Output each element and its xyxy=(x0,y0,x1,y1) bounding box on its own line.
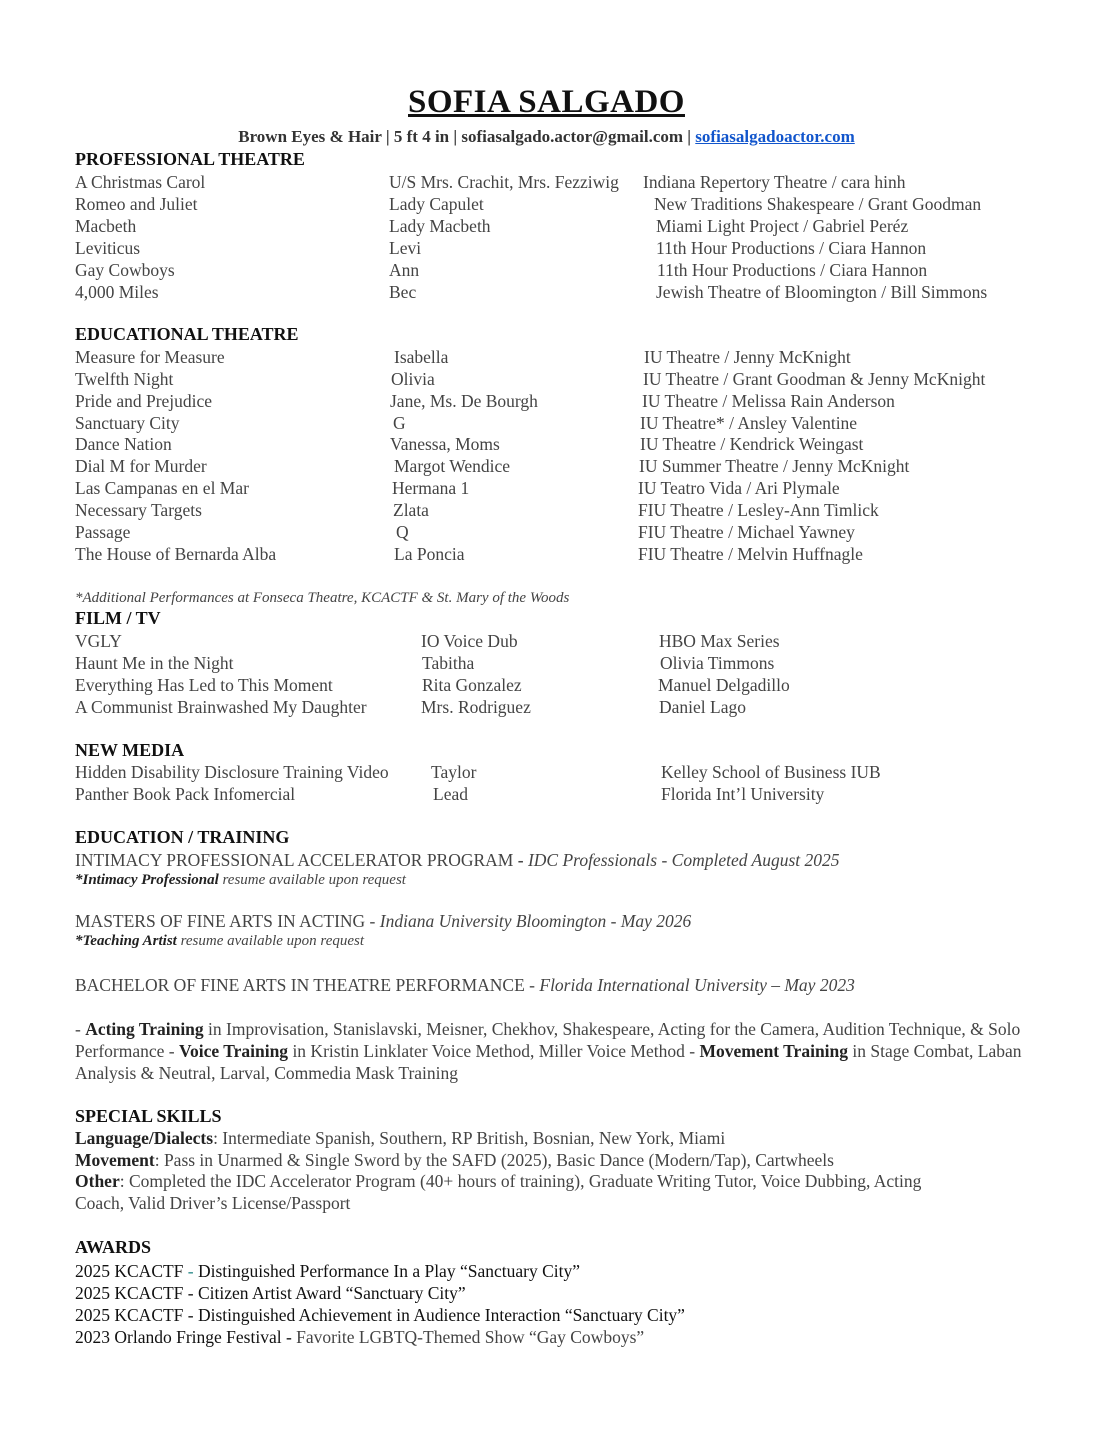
award-item xyxy=(75,1283,466,1304)
note-text: resume available upon request xyxy=(176,933,365,949)
credit-title: Romeo and Juliet xyxy=(75,194,198,214)
skill-text: : Completed the IDC Accelerator Program (40+ hours of training), Graduate Writing Tutor, Voice Dubbing, Acting xyxy=(119,1171,922,1191)
credit-company: IU Summer Theatre / Jenny McKnight xyxy=(639,456,910,476)
section-heading-new-media: NEW MEDIA xyxy=(75,740,185,760)
skill-other xyxy=(75,1171,1035,1193)
award-lead: 2025 KCACTF xyxy=(75,1283,184,1303)
award-text: Distinguished Performance In a Play “Sanctuary City” xyxy=(198,1261,580,1281)
credit-title: Gay Cowboys xyxy=(75,260,175,280)
credit-role: G xyxy=(393,413,406,433)
credit-title: Pride and Prejudice xyxy=(75,391,213,411)
credit-role: U/S Mrs. Crachit, Mrs. Fezziwig xyxy=(389,172,619,192)
credit-company: Indiana Repertory Theatre / cara hinh xyxy=(643,172,906,192)
intimacy-program xyxy=(75,850,840,871)
credit-company: 11th Hour Productions / Ciara Hannon xyxy=(656,238,927,258)
mfa-note xyxy=(75,933,364,950)
note-text: resume available upon request xyxy=(218,872,406,888)
skill-movement xyxy=(75,1150,1035,1172)
intimacy-note xyxy=(75,872,406,889)
award-separator: - xyxy=(281,1327,297,1347)
award-item xyxy=(75,1327,644,1348)
award-text: Distinguished Achievement in Audience Interaction “Sanctuary City” xyxy=(198,1305,685,1325)
credit-title: Twelfth Night xyxy=(75,369,174,389)
credit-company: IU Theatre* / Ansley Valentine xyxy=(640,413,858,433)
credit-role: Mrs. Rodriguez xyxy=(421,697,531,717)
resume-name: SOFIA SALGADO xyxy=(408,84,685,120)
program-detail: IDC Professionals - Completed August 2025 xyxy=(527,850,840,870)
credit-role: Lead xyxy=(433,784,468,804)
training-bold: Acting Training xyxy=(85,1019,204,1039)
separator: - xyxy=(513,850,528,870)
credit-role: La Poncia xyxy=(394,544,465,564)
credit-title: Haunt Me in the Night xyxy=(75,653,234,673)
skill-text: : Intermediate Spanish, Southern, RP British, Bosnian, New York, Miami xyxy=(213,1128,726,1148)
credit-company: FIU Theatre / Michael Yawney xyxy=(638,522,855,542)
mfa-program xyxy=(75,911,691,932)
separator: - xyxy=(365,911,380,931)
credit-title: Passage xyxy=(75,522,131,542)
credit-company: FIU Theatre / Melvin Huffnagle xyxy=(638,544,863,564)
credit-role: Vanessa, Moms xyxy=(390,434,500,454)
credit-company: IU Theatre / Kendrick Weingast xyxy=(640,434,864,454)
award-item xyxy=(75,1305,685,1326)
skill-text: : Pass in Unarmed & Single Sword by the SAFD (2025), Basic Dance (Modern/Tap), Cartwheels xyxy=(154,1150,834,1170)
section-heading-education-training: EDUCATION / TRAINING xyxy=(75,827,290,847)
credit-company: Daniel Lago xyxy=(659,697,746,717)
credit-role: Rita Gonzalez xyxy=(422,675,522,695)
credit-role: Hermana 1 xyxy=(392,478,470,498)
credit-role: Levi xyxy=(389,238,422,258)
section-heading-awards: AWARDS xyxy=(75,1237,152,1257)
program-name: BACHELOR OF FINE ARTS IN THEATRE PERFORMANCE xyxy=(75,975,525,995)
credit-title: Necessary Targets xyxy=(75,500,202,520)
training-text: in Stage Combat, Laban Analysis & Neutral, Larval, Commedia Mask Training xyxy=(75,1041,1022,1083)
credit-role: Jane, Ms. De Bourgh xyxy=(390,391,538,411)
training-text: - xyxy=(75,1019,86,1039)
training-text: in Kristin Linklater Voice Method, Miller Voice Method - xyxy=(288,1041,700,1061)
credit-company: Miami Light Project / Gabriel Peréz xyxy=(656,216,909,236)
section-heading-professional-theatre: PROFESSIONAL THEATRE xyxy=(75,149,305,169)
training-paragraph xyxy=(75,1018,1035,1084)
section-heading-film-tv: FILM / TV xyxy=(75,608,161,628)
credit-title: A Communist Brainwashed My Daughter xyxy=(75,697,367,717)
program-detail: Florida International University – May 2023 xyxy=(539,975,855,995)
program-name: MASTERS OF FINE ARTS IN ACTING xyxy=(75,911,366,931)
credit-role: Lady Macbeth xyxy=(389,216,491,236)
credit-company: New Traditions Shakespeare / Grant Goodman xyxy=(654,194,982,214)
credit-company: Kelley School of Business IUB xyxy=(661,762,881,782)
skill-other-continued: Coach, Valid Driver’s License/Passport xyxy=(75,1193,351,1213)
section-heading-educational-theatre: EDUCATIONAL THEATRE xyxy=(75,324,299,344)
credit-company: IU Theatre / Grant Goodman & Jenny McKnight xyxy=(643,369,986,389)
credit-company: IU Theatre / Jenny McKnight xyxy=(644,347,851,367)
credit-title: Panther Book Pack Infomercial xyxy=(75,784,296,804)
credit-title: A Christmas Carol xyxy=(75,172,206,192)
program-detail: Indiana University Bloomington - May 2026 xyxy=(379,911,692,931)
credit-title: Macbeth xyxy=(75,216,137,236)
bfa-program xyxy=(75,975,855,996)
credit-company: Florida Int’l University xyxy=(661,784,825,804)
award-item xyxy=(75,1261,580,1282)
credit-role: Ann xyxy=(389,260,420,280)
credit-company: HBO Max Series xyxy=(659,631,780,651)
credit-title: 4,000 Miles xyxy=(75,282,159,302)
award-lead: 2025 KCACTF xyxy=(75,1305,184,1325)
credit-company: IU Theatre / Melissa Rain Anderson xyxy=(642,391,895,411)
award-lead: 2025 KCACTF xyxy=(75,1261,184,1281)
credit-title: Sanctuary City xyxy=(75,413,180,433)
credit-title: VGLY xyxy=(75,631,122,651)
credit-role: IO Voice Dub xyxy=(421,631,518,651)
credit-company: FIU Theatre / Lesley-Ann Timlick xyxy=(638,500,879,520)
credit-title: Dance Nation xyxy=(75,434,172,454)
credit-title: Everything Has Led to This Moment xyxy=(75,675,333,695)
credit-role: Lady Capulet xyxy=(389,194,484,214)
skill-label: Movement xyxy=(75,1150,155,1170)
credit-company: IU Teatro Vida / Ari Plymale xyxy=(638,478,840,498)
credit-title: Measure for Measure xyxy=(75,347,225,367)
section-heading-special-skills: SPECIAL SKILLS xyxy=(75,1106,222,1126)
credit-company: Olivia Timmons xyxy=(660,653,775,673)
credit-role: Bec xyxy=(389,282,417,302)
contact-line xyxy=(0,127,1093,147)
credit-title: Leviticus xyxy=(75,238,141,258)
credit-company: Jewish Theatre of Bloomington / Bill Simmons xyxy=(656,282,988,302)
training-text: in Improvisation, Stanislavski, Meisner, Chekhov, Shakespeare, Acting for the Camera, Audition Technique, & Solo Performance - xyxy=(75,1019,1021,1061)
additional-performances-note: *Additional Performances at Fonseca Theatre, KCACTF & St. Mary of the Woods xyxy=(75,590,570,606)
credit-role: Q xyxy=(396,522,409,542)
credit-role: Taylor xyxy=(431,762,477,782)
credit-title: Las Campanas en el Mar xyxy=(75,478,249,498)
website-link[interactable]: sofiasalgadoactor.com xyxy=(695,127,855,146)
credit-title: Dial M for Murder xyxy=(75,456,207,476)
credit-company: 11th Hour Productions / Ciara Hannon xyxy=(657,260,928,280)
note-bold: *Intimacy Professional xyxy=(75,872,219,888)
credit-role: Olivia xyxy=(391,369,435,389)
credit-role: Tabitha xyxy=(422,653,475,673)
award-text: Favorite LGBTQ-Themed Show “Gay Cowboys” xyxy=(296,1327,645,1347)
skill-label: Language/Dialects xyxy=(75,1128,214,1148)
credit-title: The House of Bernarda Alba xyxy=(75,544,277,564)
award-lead: 2023 Orlando Fringe Festival xyxy=(75,1327,282,1347)
credit-role: Zlata xyxy=(393,500,429,520)
award-separator: - xyxy=(183,1283,198,1303)
skill-language xyxy=(75,1128,1035,1150)
skill-label: Other xyxy=(75,1171,120,1191)
award-text: Citizen Artist Award “Sanctuary City” xyxy=(198,1283,466,1303)
contact-details: Brown Eyes & Hair | 5 ft 4 in | sofiasalgado.actor@gmail.com | xyxy=(238,127,692,146)
credit-title: Hidden Disability Disclosure Training Video xyxy=(75,762,389,782)
award-separator: - xyxy=(183,1305,198,1325)
credit-role: Isabella xyxy=(394,347,449,367)
note-bold: *Teaching Artist xyxy=(75,933,177,949)
credit-role: Margot Wendice xyxy=(394,456,511,476)
separator: - xyxy=(524,975,540,995)
credit-company: Manuel Delgadillo xyxy=(658,675,790,695)
award-separator: - xyxy=(183,1261,198,1281)
program-name: INTIMACY PROFESSIONAL ACCELERATOR PROGRAM xyxy=(75,850,514,870)
training-bold: Movement Training xyxy=(699,1041,849,1061)
training-bold: Voice Training xyxy=(178,1041,289,1061)
